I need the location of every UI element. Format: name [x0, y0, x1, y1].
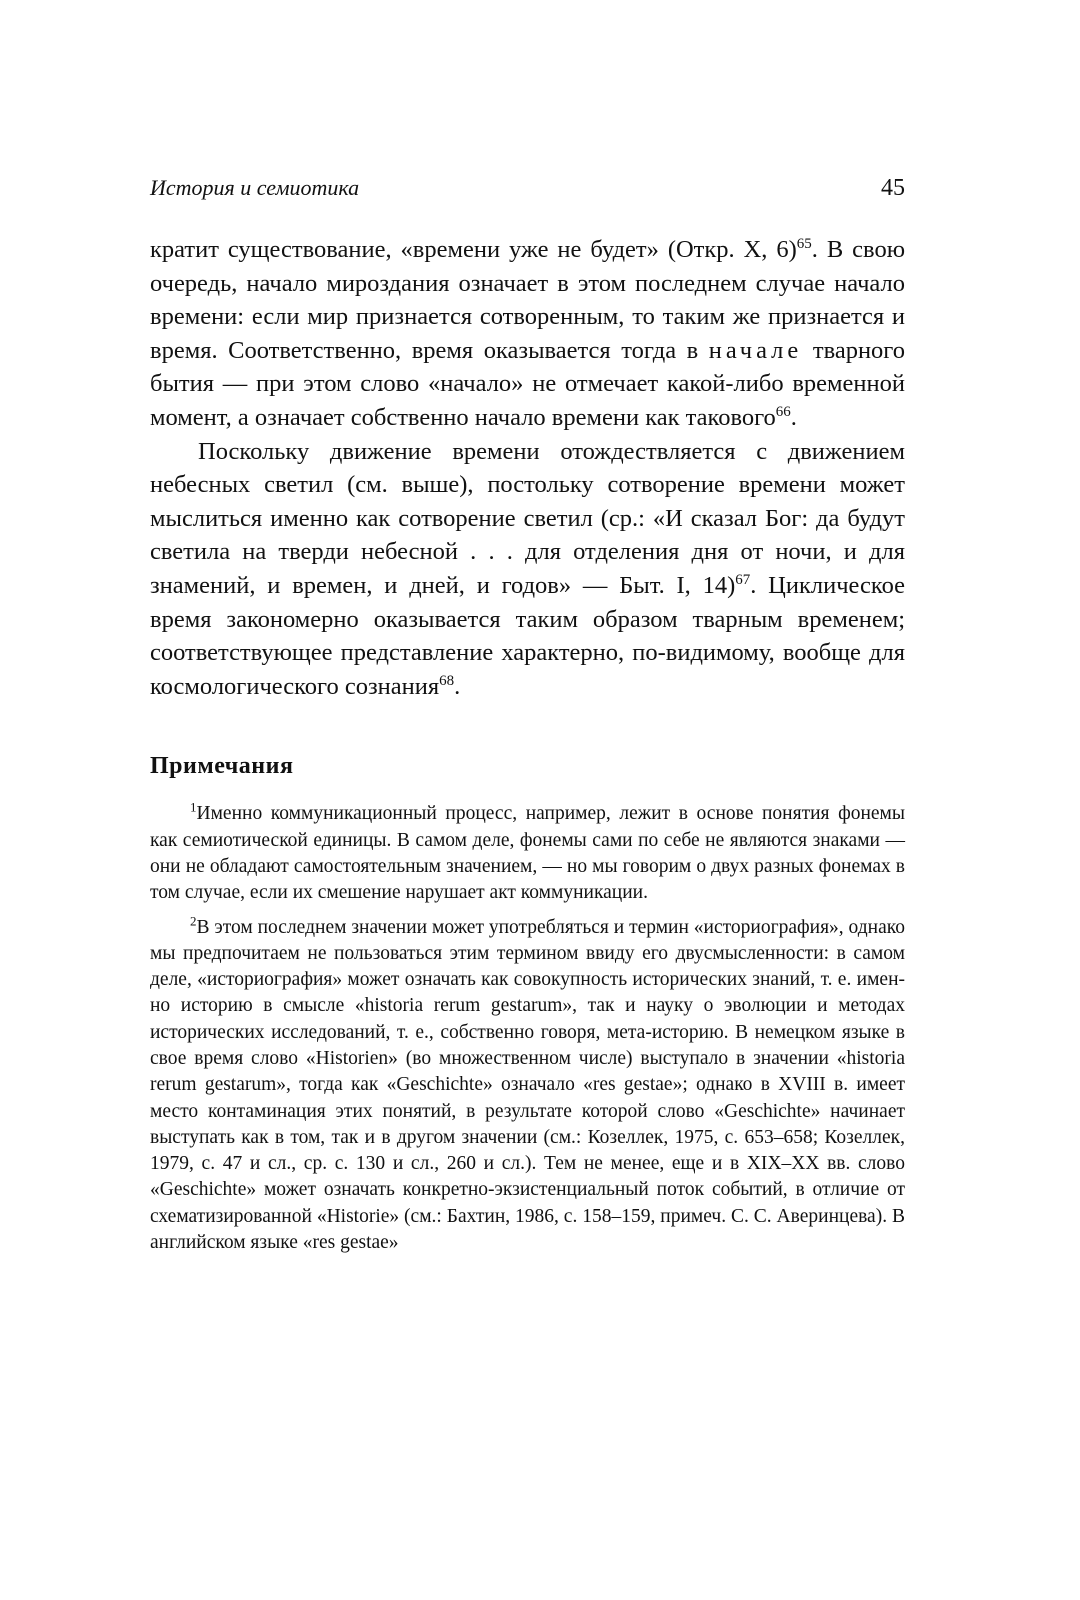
- text-run: тварного бытия — при этом слово «начало» не отмечает какой-либо временной момент, а означает собственно начало времени как такового: [150, 336, 905, 431]
- footnote-ref: 65: [796, 235, 812, 252]
- running-title: История и семиотика: [150, 175, 360, 200]
- footnote-ref: 66: [775, 403, 791, 420]
- running-head: [150, 175, 905, 213]
- note-number: 2: [190, 913, 197, 928]
- note: [150, 915, 905, 1257]
- notes-section: [150, 801, 905, 1256]
- footnote-ref: 68: [439, 672, 455, 689]
- note-text: В этом последнем значении может употребляться и термин «историография», однако мы предпочитаем не пользоваться этим термином ввиду его двусмысленности: в самом деле, «историография» может означать как совокупность исторических знаний, т. е. именно историю в смысле «historia rerum gestarum», так и науку о эволюции и методах исторических исследований, т. е., собственно говоря, мета-историю. В немецком языке в свое время слово «Historien» (во множественном числе) выступало в значении «historia rerum gestarum», тогда как «Geschichte» означало «res gestae»; однако в XVIII в. имеет место контаминация этих понятий, в результате которой слово «Geschichte» начинает выступать как в том, так и в другом значении (см.: Козеллек, 1975, с. 653–658; Козеллек, 1979, с. 47 и сл., ср. с. 130 и сл., 260 и сл.). Тем не менее, еще и в XIX–XX вв. слово «Geschichte» может означать конкретно-экзистенциальный поток событий, в отличие от схематизированной «Historie» (см.: Бахтин, 1986, с. 158–159, примеч. С. С. Аверинцева). В английском языке «res gestae»: [150, 916, 905, 1254]
- text-run: .: [790, 403, 797, 431]
- page-number: 45: [881, 175, 905, 201]
- text-run: . Циклическое время закономерно оказывается таким образом тварным временем; соответствующее представление характерно, по-видимому, вообще для космологического сознания: [150, 571, 905, 700]
- text-run: .: [454, 672, 461, 700]
- main-text: [150, 233, 905, 703]
- text-run: . В свою очередь, начало мироздания означает в этом последнем случае начало времени: если мир признается сотворенным, то таким же признается и время. Соответственно, время оказывается тогда в: [150, 236, 905, 364]
- note-number: 1: [190, 799, 197, 815]
- paragraph: [150, 435, 905, 704]
- paragraph: [150, 233, 905, 435]
- notes-heading: Примечания: [150, 753, 294, 780]
- book-page: [150, 175, 905, 1264]
- text-run: Поскольку движение времени отождествляется с движением небесных светил (см. выше), постольку сотворение времени может мыслиться именно как сотворение светил (ср.: «И сказал Бог: да будут светила на тверди небесной . . . для отделения дня от ночи, и для знамений, и времен, и дней, и годов» — Быт. I, 14): [150, 437, 905, 599]
- spaced-emphasis: начале: [708, 336, 803, 364]
- footnote-ref: 67: [735, 571, 751, 588]
- note: [150, 801, 905, 906]
- text-run: кратит существование, «времени уже не будет» (Откр. X, 6): [150, 236, 797, 263]
- note-text: Именно коммуникационный процесс, например, лежит в основе понятия фонемы как семиотической единицы. В самом деле, фонемы сами по себе не являются знаками — они не обладают самостоятельным значением, — но мы говорим о двух разных фонемах в том случае, если их смешение нарушает акт коммуникации.: [150, 803, 905, 904]
